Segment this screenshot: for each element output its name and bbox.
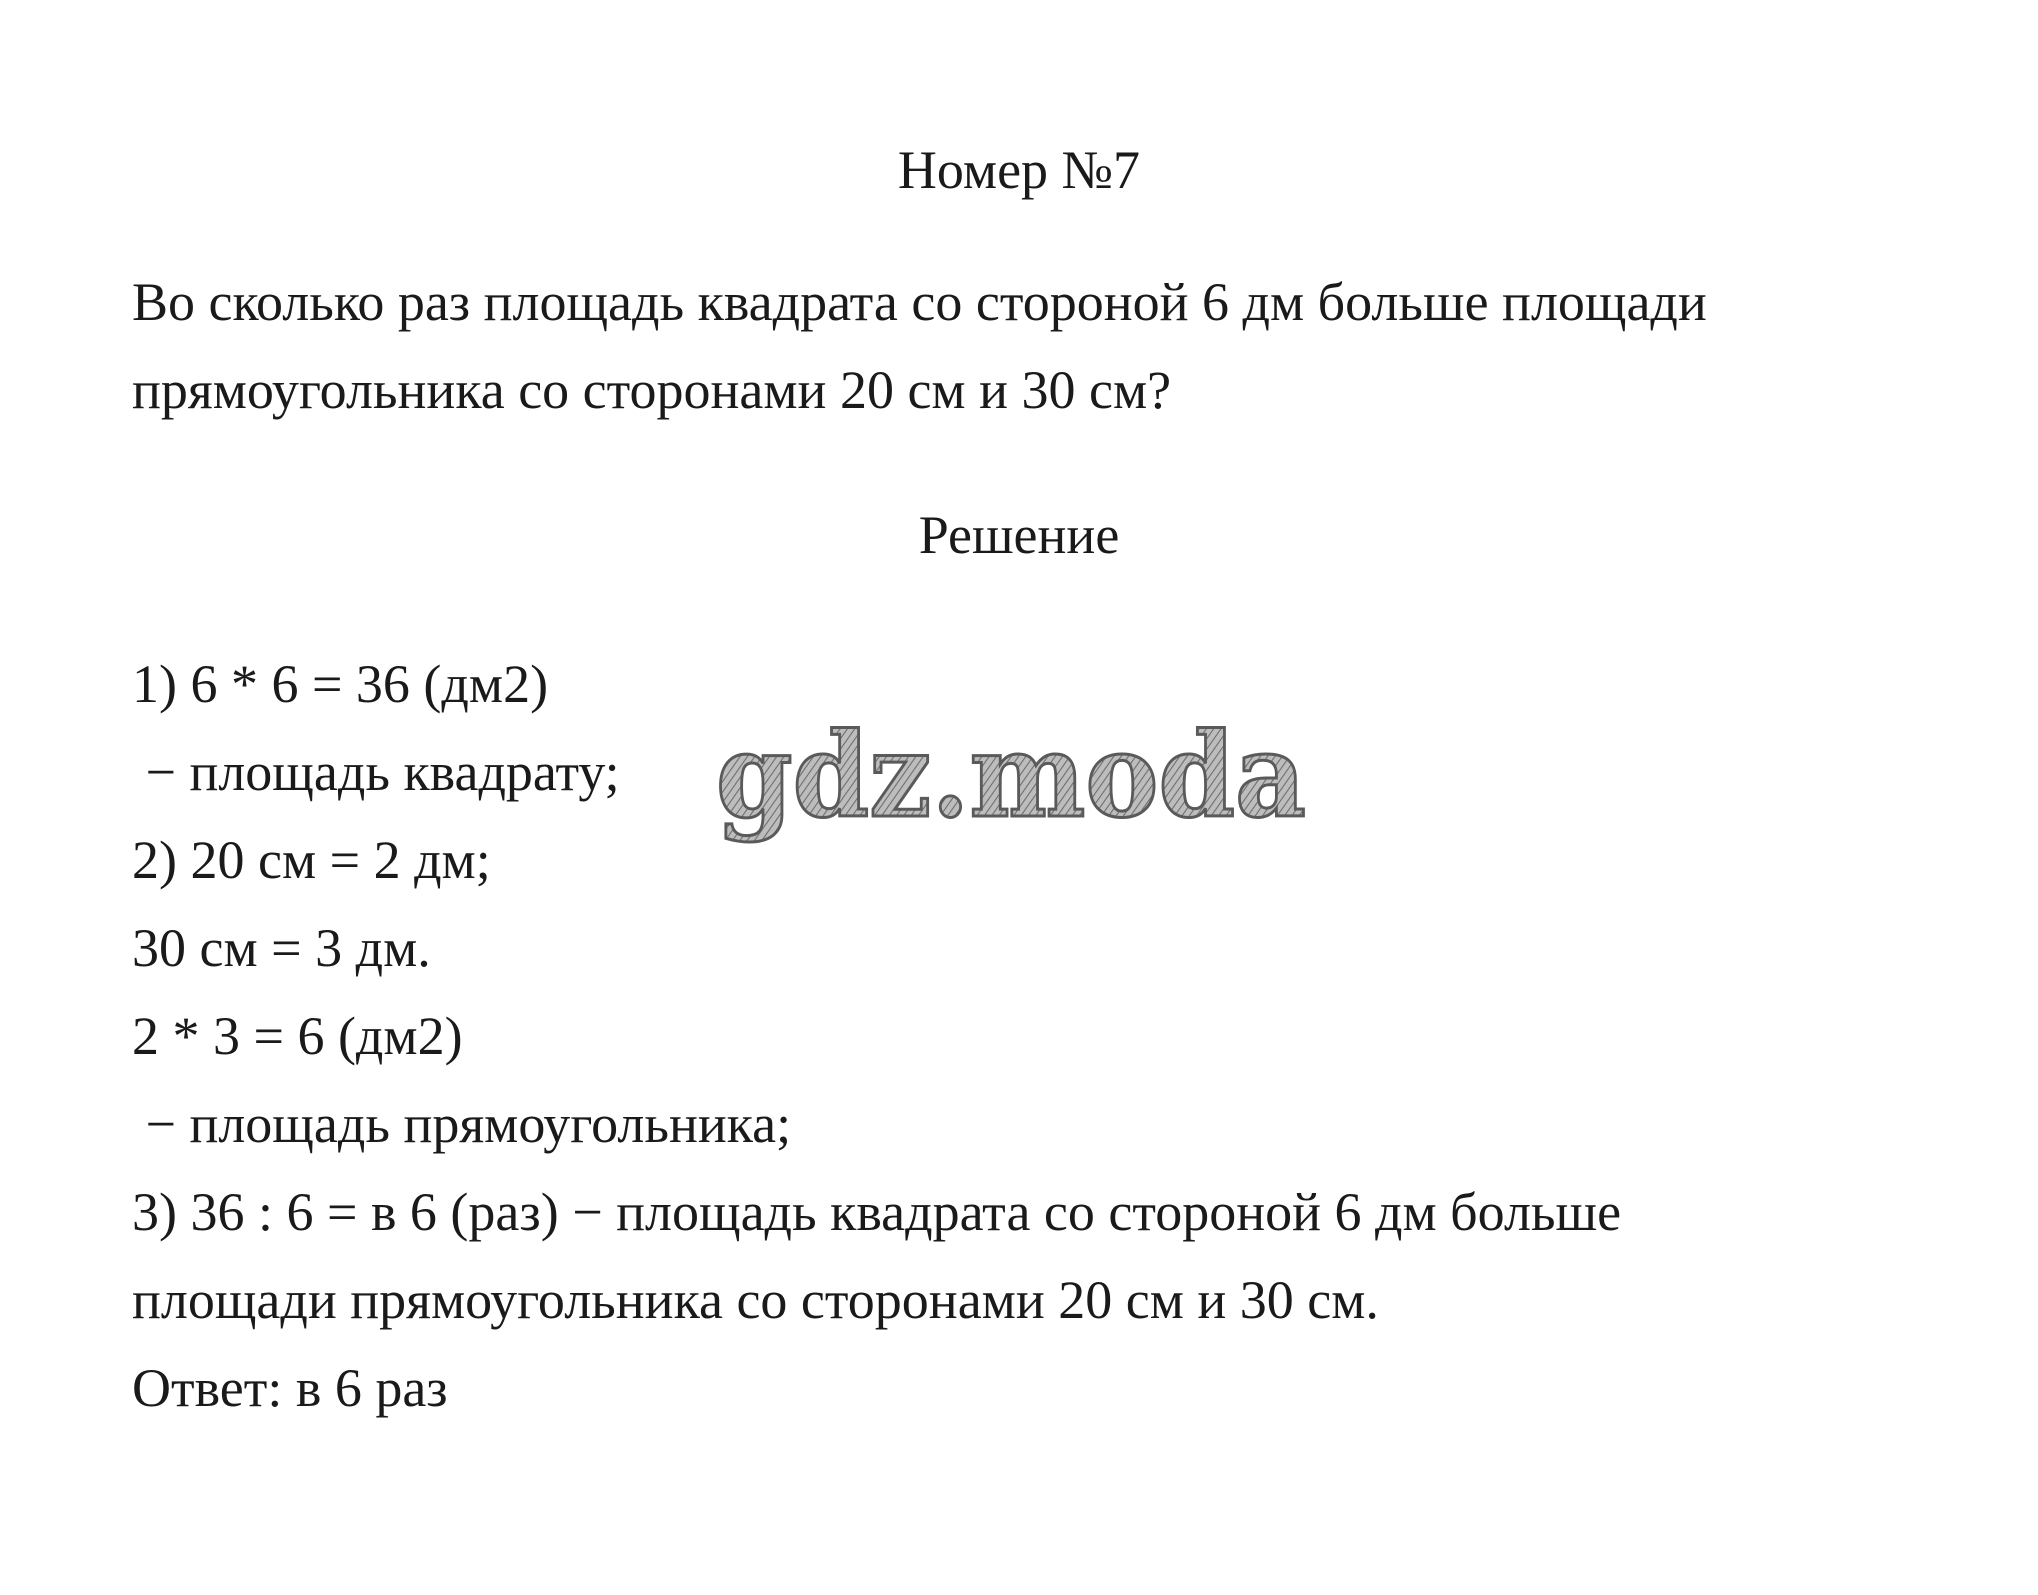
- page-title: Номер №7: [897, 140, 1141, 200]
- task-line: прямоугольника со сторонами 20 см и 30 см?: [132, 360, 1172, 420]
- watermark-text: gdz.moda: [716, 712, 1306, 844]
- solution-heading: Решение: [918, 505, 1120, 565]
- watermark-graphic: [712, 712, 1312, 852]
- solution-line: 30 см = 3 дм.: [132, 918, 431, 978]
- solution-line: 1) 6 * 6 = 36 (дм2): [132, 654, 549, 714]
- solution-line: − площадь прямоугольника;: [132, 1094, 792, 1154]
- solution-line: 2) 20 см = 2 дм;: [132, 830, 491, 890]
- watermark-logo: [712, 712, 1312, 852]
- solution-line: 3) 36 : 6 = в 6 (раз) − площадь квадрата со стороной 6 дм больше: [132, 1182, 1622, 1242]
- task-text: [132, 258, 1932, 434]
- task-line: Во сколько раз площадь квадрата со стороной 6 дм больше площади: [132, 272, 1707, 332]
- solution-line: 2 * 3 = 6 (дм2): [132, 1006, 463, 1066]
- answer-line: Ответ: в 6 раз: [132, 1358, 448, 1418]
- solution-line: − площадь квадрату;: [132, 742, 620, 802]
- solution-line: площади прямоугольника со сторонами 20 см и 30 см.: [132, 1270, 1379, 1330]
